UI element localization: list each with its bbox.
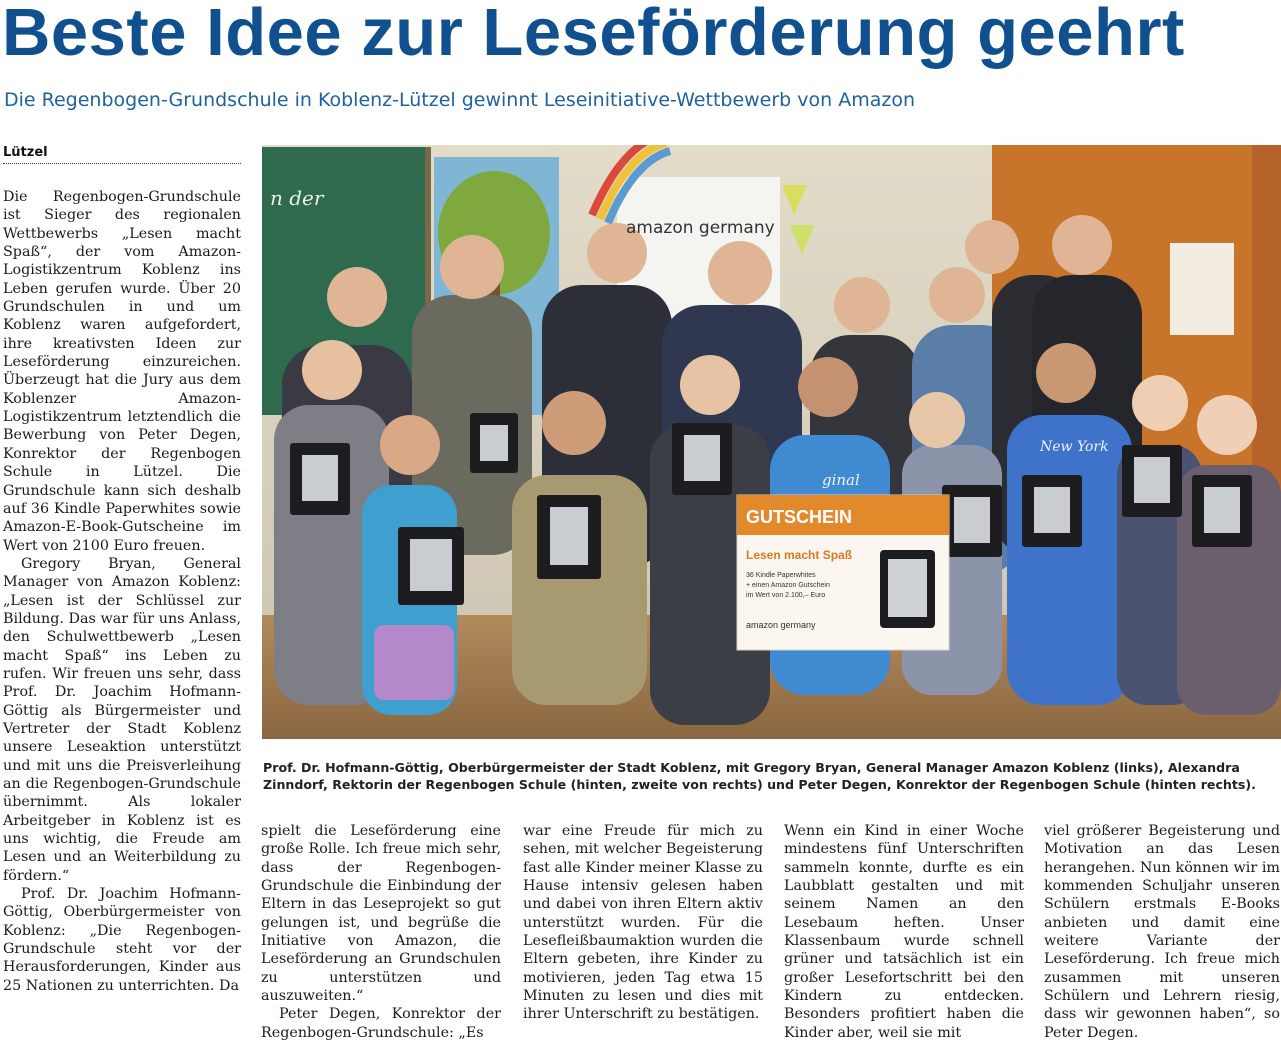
paragraph: Peter Degen, Konrektor der Regenbogen-Grundschule: „Es	[261, 1006, 501, 1041]
text-column-5	[1044, 822, 1280, 1042]
paragraph: Gregory Bryan, General Manager von Amazon Koblenz: „Lesen ist der Schlüssel zur Bildung. Das war für uns Anlass, den Schulwettbewerb „Lesen macht Spaß“ ins Leben zu rufen. Wir freuen uns sehr, dass Prof. Dr. Joachim Hofmann-Göttig als Bürgermeister und Vertreter der Stadt Koblenz unsere Leseaktion unterstützt und mit uns die Preisverleihung an die Regenbogen-Grundschule übernimmt. Als lokaler Arbeitgeber in Koblenz ist es uns wichtig, die Freude am Lesen und an Weiterbildung zu fördern.“	[3, 555, 241, 884]
voucher-title: Lesen macht Spaß	[746, 548, 853, 562]
voucher-logo: amazon germany	[746, 620, 816, 630]
chalkboard-text: n der	[270, 186, 324, 210]
text-column-3	[523, 822, 763, 1024]
text-column-4	[784, 822, 1024, 1042]
photo-caption: Prof. Dr. Hofmann-Göttig, Oberbürgermeister der Stadt Koblenz, mit Gregory Bryan, General Manager Amazon Koblenz (links), Alexandra Zinndorf, Rektorin der Regenbogen Schule (hinten, zweite von rechts) und Peter Degen, Konrektor der Regenbogen Schule (hinten rechts).	[263, 760, 1256, 792]
text-column-1	[3, 188, 241, 995]
article-photo	[262, 145, 1281, 739]
paragraph: Die Regenbogen-Grundschule ist Sieger des regionalen Wettbewerbs „Lesen macht Spaß“, der vom Amazon-Logistikzentrum Koblenz ins Leben gerufen wurde. Über 20 Grundschulen in und um Koblenz waren aufgefordert, ihre kreativsten Ideen zur Leseförderung einzureichen. Überzeugt hat die Jury aus dem Koblenzer Amazon-Logistikzentrum letztendlich die Bewerbung von Peter Degen, Konrektor der Regenbogen Schule in Lützel. Die Grundschule kann sich deshalb auf 36 Kindle Paperwhites sowie Amazon-E-Book-Gutscheine im Wert von 2100 Euro freuen.	[3, 189, 241, 554]
text-column-2	[261, 822, 501, 1042]
subheadline: Die Regenbogen-Grundschule in Koblenz-Lützel gewinnt Leseinitiative-Wettbewerb von Amazon	[4, 89, 916, 111]
paragraph: war eine Freude für mich zu sehen, mit welcher Begeisterung fast alle Kinder meiner Klasse zu Hause intensiv gelesen haben und dabei von ihren Eltern aktiv unterstützt wurden. Für die Lesefleißbaumaktion wurden die Eltern gebeten, ihre Kinder zu motivieren, jeden Tag etwa 15 Minuten zu lesen und dies mit ihrer Unterschrift zu bestätigen.	[523, 823, 763, 1023]
paragraph: Prof. Dr. Joachim Hofmann-Göttig, Oberbürgermeister von Koblenz: „Die Regenbogen-Grundschule steht vor der Herausforderungen, Kinder aus 25 Nationen zu unterrichten. Da	[3, 886, 241, 994]
shirt-text: New York	[1040, 439, 1109, 455]
voucher-card	[737, 495, 949, 650]
banner-text: amazon germany	[626, 218, 775, 238]
voucher-line: im Wert von 2.100,– Euro	[746, 592, 826, 599]
paragraph: viel größerer Begeisterung und Motivation an das Lesen herangehen. Nun können wir im kommenden Schuljahr unseren Schülern erstmals E-Books anbieten und damit eine weitere Variante der Leseförderung. Ich freue mich zusammen mit unseren Schülern und Lehrern riesig, dass wir gewonnen haben“, so Peter Degen.	[1044, 823, 1280, 1041]
voucher-line: + einen Amazon Gutschein	[746, 582, 830, 589]
voucher-line: 36 Kindle Paperwhites	[746, 572, 816, 579]
location-label: Lützel	[3, 145, 48, 160]
location-divider	[3, 163, 241, 164]
paragraph: Wenn ein Kind in einer Woche mindestens fünf Unterschriften sammeln konnte, durfte es ein Laubblatt gestalten und mit seinem Namen an den Lesebaum heften. Unser Klassenbaum wurde schnell grüner und tatsächlich ist ein großer Lesefortschritt bei den Kindern zu entdecken. Besonders profitiert haben die Kinder aber, weil sie mit	[784, 823, 1024, 1041]
voucher-heading: GUTSCHEIN	[746, 507, 853, 527]
paragraph: spielt die Leseförderung eine große Rolle. Ich freue mich sehr, dass der Regenbogen-Grundschule die Einbindung der Eltern in das Leseprojekt so gut gelungen ist, und begrüße die Initiative von Amazon, die Leseförderung an Grundschulen zu unterstützen und auszuweiten.“	[261, 823, 501, 1005]
headline: Beste Idee zur Leseförderung geehrt	[2, 0, 1185, 70]
shirt-text: ginal	[822, 471, 860, 489]
